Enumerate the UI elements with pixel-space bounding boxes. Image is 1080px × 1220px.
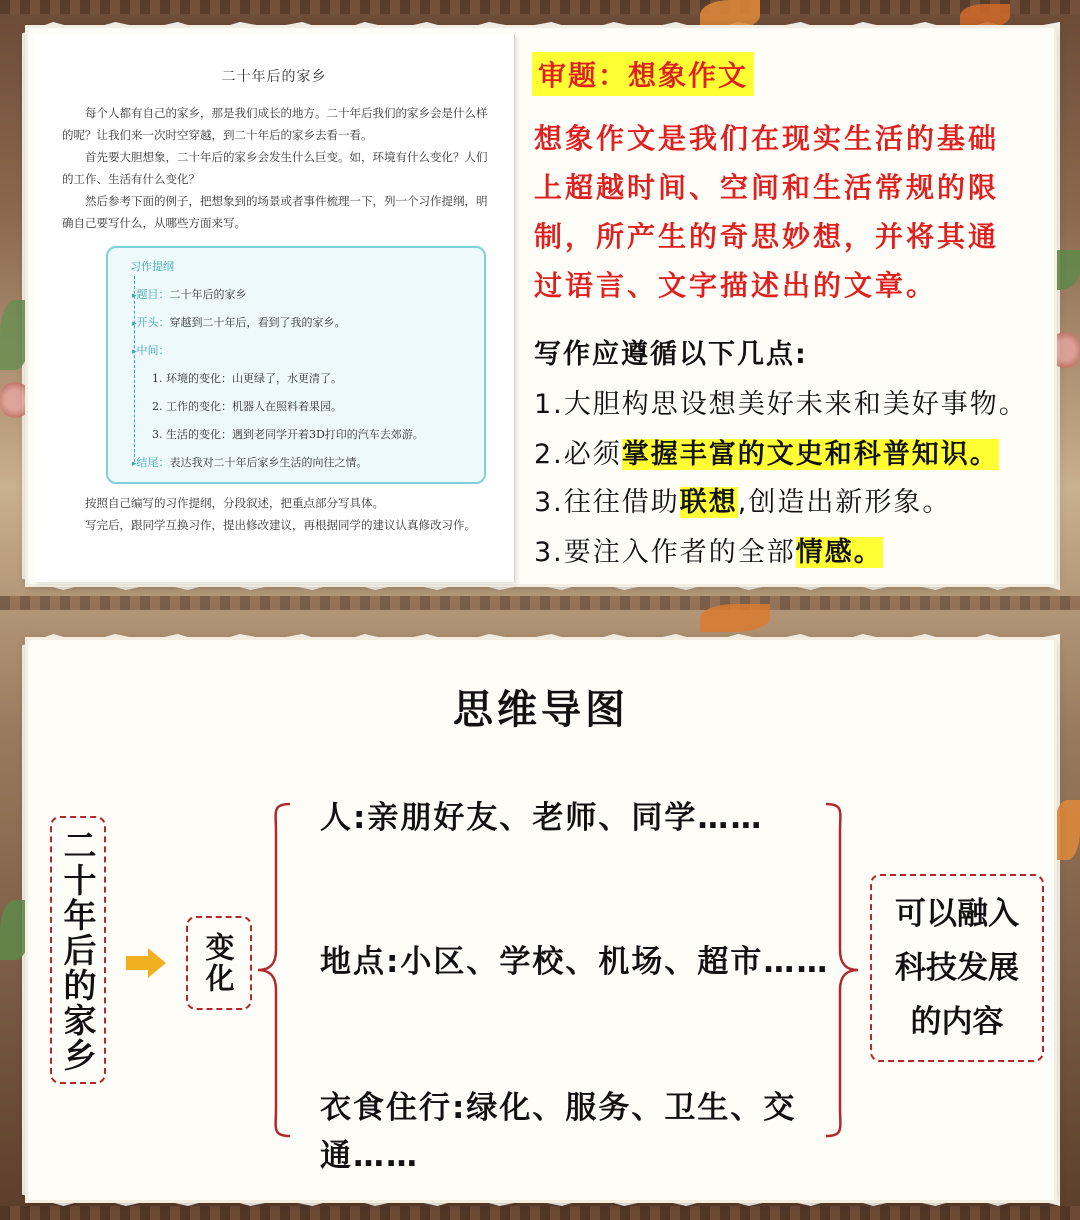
arrow-right-icon [124,946,168,980]
eave-decoration [0,0,1080,14]
outline-item: 1. 环境的变化：山更绿了，水更清了。 [152,372,342,385]
point-1: 1.大胆构思设想美好未来和美好事物。 [534,389,1028,420]
points-heading: 写作应遵循以下几点: [534,339,808,370]
arrow-icon: ▸ [132,319,137,329]
maple-leaf-decoration [700,0,760,30]
point-2: 2.必须掌握丰富的文史和科普知识。 [534,439,999,470]
textbook-paragraph: 每个人都有自己的家乡，那是我们成长的地方。二十年后我们的家乡会是什么样的呢？让我们来一次时空穿越，到二十年后的家乡去看一看。 [62,106,488,142]
highlight: 联想 [679,487,738,518]
outline-item: 3. 生活的变化：遇到老同学开着3D打印的汽车去郊游。 [152,428,424,441]
maple-leaf-decoration [1054,800,1080,860]
outline-box [106,246,486,484]
lotus-flower-decoration [0,380,30,420]
arrow-icon: ▸ [132,347,137,357]
eave-decoration [0,596,1080,610]
arrow-icon: ▸ [132,459,137,469]
outline-row-opening: ▸开头：穿越到二十年后，看到了我的家乡。 [132,316,346,329]
point-3: 3.往往借助联想,创造出新形象。 [534,487,952,518]
textbook-paragraph: 首先要大胆想象，二十年后的家乡会发生什么巨变。如，环境有什么变化？人们的工作、生活有什么变化？ [62,150,488,186]
lotus-leaf-decoration [0,900,30,960]
left-brace-icon [254,802,294,1138]
lotus-leaf-decoration [0,300,30,370]
outline-connector [134,276,135,462]
outline-row-middle: ▸中间： [132,344,170,357]
branch-daily-life-cont: 通…… [320,1138,419,1174]
textbook-title: 二十年后的家乡 [221,69,327,85]
branch-people: 人:亲朋好友、老师、同学…… [320,800,764,836]
right-brace-icon [822,802,862,1138]
highlight: 情感。 [795,537,883,568]
outline-row-title: ▸题目：二十年后的家乡 [132,288,247,301]
root-node: 二十年后的家乡 [50,816,106,1084]
textbook-paragraph: 写完后，跟同学互换习作，提出修改建议，再根据同学的建议认真修改习作。 [85,518,476,532]
textbook-paragraph: 然后参考下面的例子，把想象到的场景或者事件梳理一下，列一个习作提纲，明确自己要写什么，从哪些方面来写。 [62,194,488,230]
point-4: 3.要注入作者的全部情感。 [534,537,883,568]
topic-tag: 审题：想象作文 [532,52,754,96]
highlight: 掌握丰富的文史和科普知识。 [621,439,999,470]
arrow-icon: ▸ [132,291,137,301]
textbook-page-scan [34,34,515,582]
tech-node: 可以融入科技发展的内容 [870,874,1044,1062]
maple-leaf-decoration [700,604,770,632]
mind-map-card [28,640,1054,1200]
branch-places: 地点:小区、学校、机场、超市…… [320,944,830,980]
lotus-flower-decoration [1050,330,1080,370]
maple-leaf-decoration [960,4,1010,28]
outline-item: 2. 工作的变化：机器人在照料着果园。 [152,400,342,413]
outline-row-ending: ▸结尾：表达我对二十年后家乡生活的向往之情。 [132,456,368,469]
textbook-paragraph: 按照自己编写的习作提纲，分段叙述，把重点部分写具体。 [85,496,384,510]
eave-decoration [0,1206,1080,1220]
outline-heading: 习作提纲 [130,260,174,273]
mind-map-title: 思维导图 [453,687,629,733]
change-node: 变化 [186,916,252,1010]
branch-daily-life: 衣食住行:绿化、服务、卫生、交 [320,1090,797,1126]
writing-guide-card [28,28,1054,584]
definition-text: 想象作文是我们在现实生活的基础上超越时间、空间和生活常规的限制，所产生的奇思妙想，并将其通过语言、文字描述出的文章。 [534,122,1000,302]
